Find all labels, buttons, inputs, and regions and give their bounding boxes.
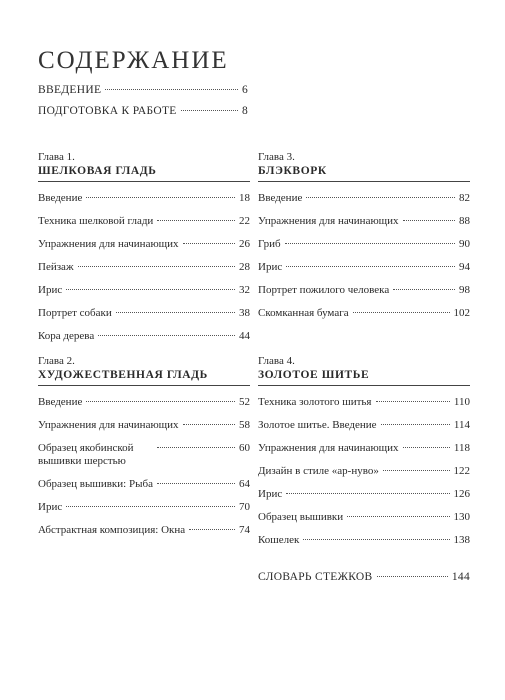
toc-entry-glossary[interactable]	[258, 571, 470, 584]
toc-entry-label: Образец вышивки	[258, 511, 344, 523]
toc-entry-page: 44	[239, 330, 250, 342]
toc-entry[interactable]	[258, 465, 470, 478]
toc-entry[interactable]	[258, 284, 470, 297]
toc-entry[interactable]	[258, 192, 470, 205]
toc-entry-label: Введение	[38, 192, 83, 204]
toc-entry[interactable]	[258, 307, 470, 320]
toc-entry-label: Ирис	[38, 284, 63, 296]
dot-leader	[66, 289, 235, 290]
toc-entry-label: Портрет пожилого человека	[258, 284, 390, 296]
chapter-number: Глава 2.	[38, 355, 75, 367]
toc-entry[interactable]	[38, 442, 250, 468]
dot-leader	[181, 110, 238, 111]
dot-leader	[189, 529, 235, 530]
dot-leader	[286, 266, 455, 267]
dot-leader	[286, 493, 449, 494]
toc-entry[interactable]	[258, 261, 470, 274]
toc-entry-label: Ирис	[258, 488, 283, 500]
toc-entry[interactable]	[38, 215, 250, 228]
toc-entry-label: Образец якобинской вышивки шерстью	[38, 442, 134, 467]
toc-entry-label: Золотое шитье. Введение	[258, 419, 377, 431]
toc-entry-page: 8	[241, 105, 248, 117]
toc-entry[interactable]	[258, 488, 470, 501]
dot-leader	[303, 539, 449, 540]
dot-leader	[393, 289, 455, 290]
toc-entry-page: 144	[451, 571, 470, 583]
toc-entry-page: 60	[239, 442, 250, 454]
toc-entry-page: 98	[459, 284, 470, 296]
toc-entry-label: Ирис	[258, 261, 283, 273]
toc-entry[interactable]	[38, 501, 250, 514]
toc-entry[interactable]	[258, 534, 470, 547]
toc-entry[interactable]	[38, 307, 250, 320]
dot-leader	[376, 401, 450, 402]
toc-entry-page: 58	[239, 419, 250, 431]
toc-entry-page: 64	[239, 478, 250, 490]
toc-entry-label: Портрет собаки	[38, 307, 112, 319]
toc-entry-page: 26	[239, 238, 250, 250]
toc-entry-label: Упражнения для начинающих	[258, 442, 399, 454]
chapter-4-section	[258, 355, 470, 557]
toc-entry[interactable]	[258, 511, 470, 524]
toc-entry[interactable]	[38, 396, 250, 409]
toc-entry[interactable]	[258, 442, 470, 455]
toc-entry[interactable]	[38, 192, 250, 205]
toc-entry[interactable]	[38, 330, 250, 343]
toc-entry-label: Образец вышивки: Рыба	[38, 478, 153, 490]
toc-entry-label: Ирис	[38, 501, 63, 513]
toc-entry-page: 22	[239, 215, 250, 227]
toc-entry[interactable]	[38, 238, 250, 251]
toc-entry[interactable]	[258, 215, 470, 228]
toc-entry[interactable]	[258, 396, 470, 409]
dot-leader	[78, 266, 235, 267]
toc-entry-label: Гриб	[258, 238, 281, 250]
toc-entry-page: 138	[453, 534, 470, 546]
toc-entry[interactable]	[38, 261, 250, 274]
chapter-title: ЗОЛОТОЕ ШИТЬЕ	[258, 369, 370, 381]
dot-leader	[86, 401, 235, 402]
toc-entry-label: Абстрактная композиция: Окна	[38, 524, 186, 536]
dot-leader	[105, 89, 238, 90]
dot-leader	[98, 335, 235, 336]
toc-entry-label: Упражнения для начинающих	[38, 419, 179, 431]
toc-entry-page: 6	[241, 84, 248, 96]
toc-entry-page: 88	[459, 215, 470, 227]
toc-entry-page: 74	[239, 524, 250, 536]
dot-leader	[183, 243, 235, 244]
chapter-3-section	[258, 151, 470, 330]
toc-entry-label: Дизайн в стиле «ар-нуво»	[258, 465, 379, 477]
toc-entry-preparation[interactable]	[38, 105, 248, 118]
chapter-number: Глава 3.	[258, 151, 295, 163]
toc-entry-page: 82	[459, 192, 470, 204]
dot-leader	[347, 516, 449, 517]
toc-entry-page: 130	[453, 511, 470, 523]
toc-entry-page: 38	[239, 307, 250, 319]
toc-entry-label: Введение	[38, 396, 83, 408]
chapter-divider	[38, 181, 250, 182]
toc-entry-page: 122	[453, 465, 470, 477]
toc-entry-label: Кошелек	[258, 534, 300, 546]
chapter-title: БЛЭКВОРК	[258, 165, 327, 177]
toc-entry-label: Техника золотого шитья	[258, 396, 372, 408]
dot-leader	[116, 312, 235, 313]
chapter-divider	[38, 385, 250, 386]
toc-entry-label: Упражнения для начинающих	[258, 215, 399, 227]
intro-section	[38, 84, 248, 126]
dot-leader	[383, 470, 450, 471]
toc-entry-introduction[interactable]	[38, 84, 248, 97]
chapter-title: ХУДОЖЕСТВЕННАЯ ГЛАДЬ	[38, 369, 208, 381]
toc-entry-label: ПОДГОТОВКА К РАБОТЕ	[38, 105, 177, 117]
dot-leader	[157, 220, 235, 221]
toc-entry[interactable]	[38, 524, 250, 537]
toc-entry[interactable]	[38, 284, 250, 297]
dot-leader	[381, 424, 450, 425]
toc-entry-label: Пейзаж	[38, 261, 74, 273]
toc-entry-page: 110	[453, 396, 470, 408]
toc-entry-page: 118	[453, 442, 470, 454]
dot-leader	[306, 197, 455, 198]
dot-leader	[353, 312, 450, 313]
dot-leader	[183, 424, 235, 425]
chapter-number: Глава 1.	[38, 151, 75, 163]
dot-leader	[403, 447, 450, 448]
dot-leader	[377, 576, 448, 577]
dot-leader	[157, 483, 235, 484]
toc-entry-page: 52	[239, 396, 250, 408]
dot-leader	[86, 197, 235, 198]
toc-entry-page: 90	[459, 238, 470, 250]
toc-entry-page: 32	[239, 284, 250, 296]
toc-entry-label: Введение	[258, 192, 303, 204]
toc-entry[interactable]	[38, 478, 250, 491]
toc-entry[interactable]	[38, 419, 250, 432]
toc-entry-label: Скомканная бумага	[258, 307, 349, 319]
chapter-divider	[258, 181, 470, 182]
toc-entry-label: ВВЕДЕНИЕ	[38, 84, 102, 96]
toc-entry-page: 94	[459, 261, 470, 273]
toc-entry[interactable]	[258, 238, 470, 251]
chapter-title: ШЕЛКОВАЯ ГЛАДЬ	[38, 165, 157, 177]
toc-entry-page: 126	[453, 488, 470, 500]
toc-entry-page: 18	[239, 192, 250, 204]
dot-leader	[157, 447, 235, 448]
toc-entry-label: Кора дерева	[38, 330, 95, 342]
dot-leader	[403, 220, 455, 221]
dot-leader	[285, 243, 455, 244]
toc-entry[interactable]	[258, 419, 470, 432]
chapter-number: Глава 4.	[258, 355, 295, 367]
toc-entry-label: СЛОВАРЬ СТЕЖКОВ	[258, 571, 373, 583]
toc-entry-label: Техника шелковой глади	[38, 215, 154, 227]
glossary-section	[258, 571, 470, 584]
toc-entry-page: 28	[239, 261, 250, 273]
chapter-2-section	[38, 355, 250, 547]
page-title: СОДЕРЖАНИЕ	[38, 46, 229, 74]
chapter-divider	[258, 385, 470, 386]
chapter-1-section	[38, 151, 250, 353]
toc-entry-label: Упражнения для начинающих	[38, 238, 179, 250]
toc-entry-page: 102	[453, 307, 470, 319]
dot-leader	[66, 506, 235, 507]
toc-entry-page: 70	[239, 501, 250, 513]
toc-entry-page: 114	[453, 419, 470, 431]
